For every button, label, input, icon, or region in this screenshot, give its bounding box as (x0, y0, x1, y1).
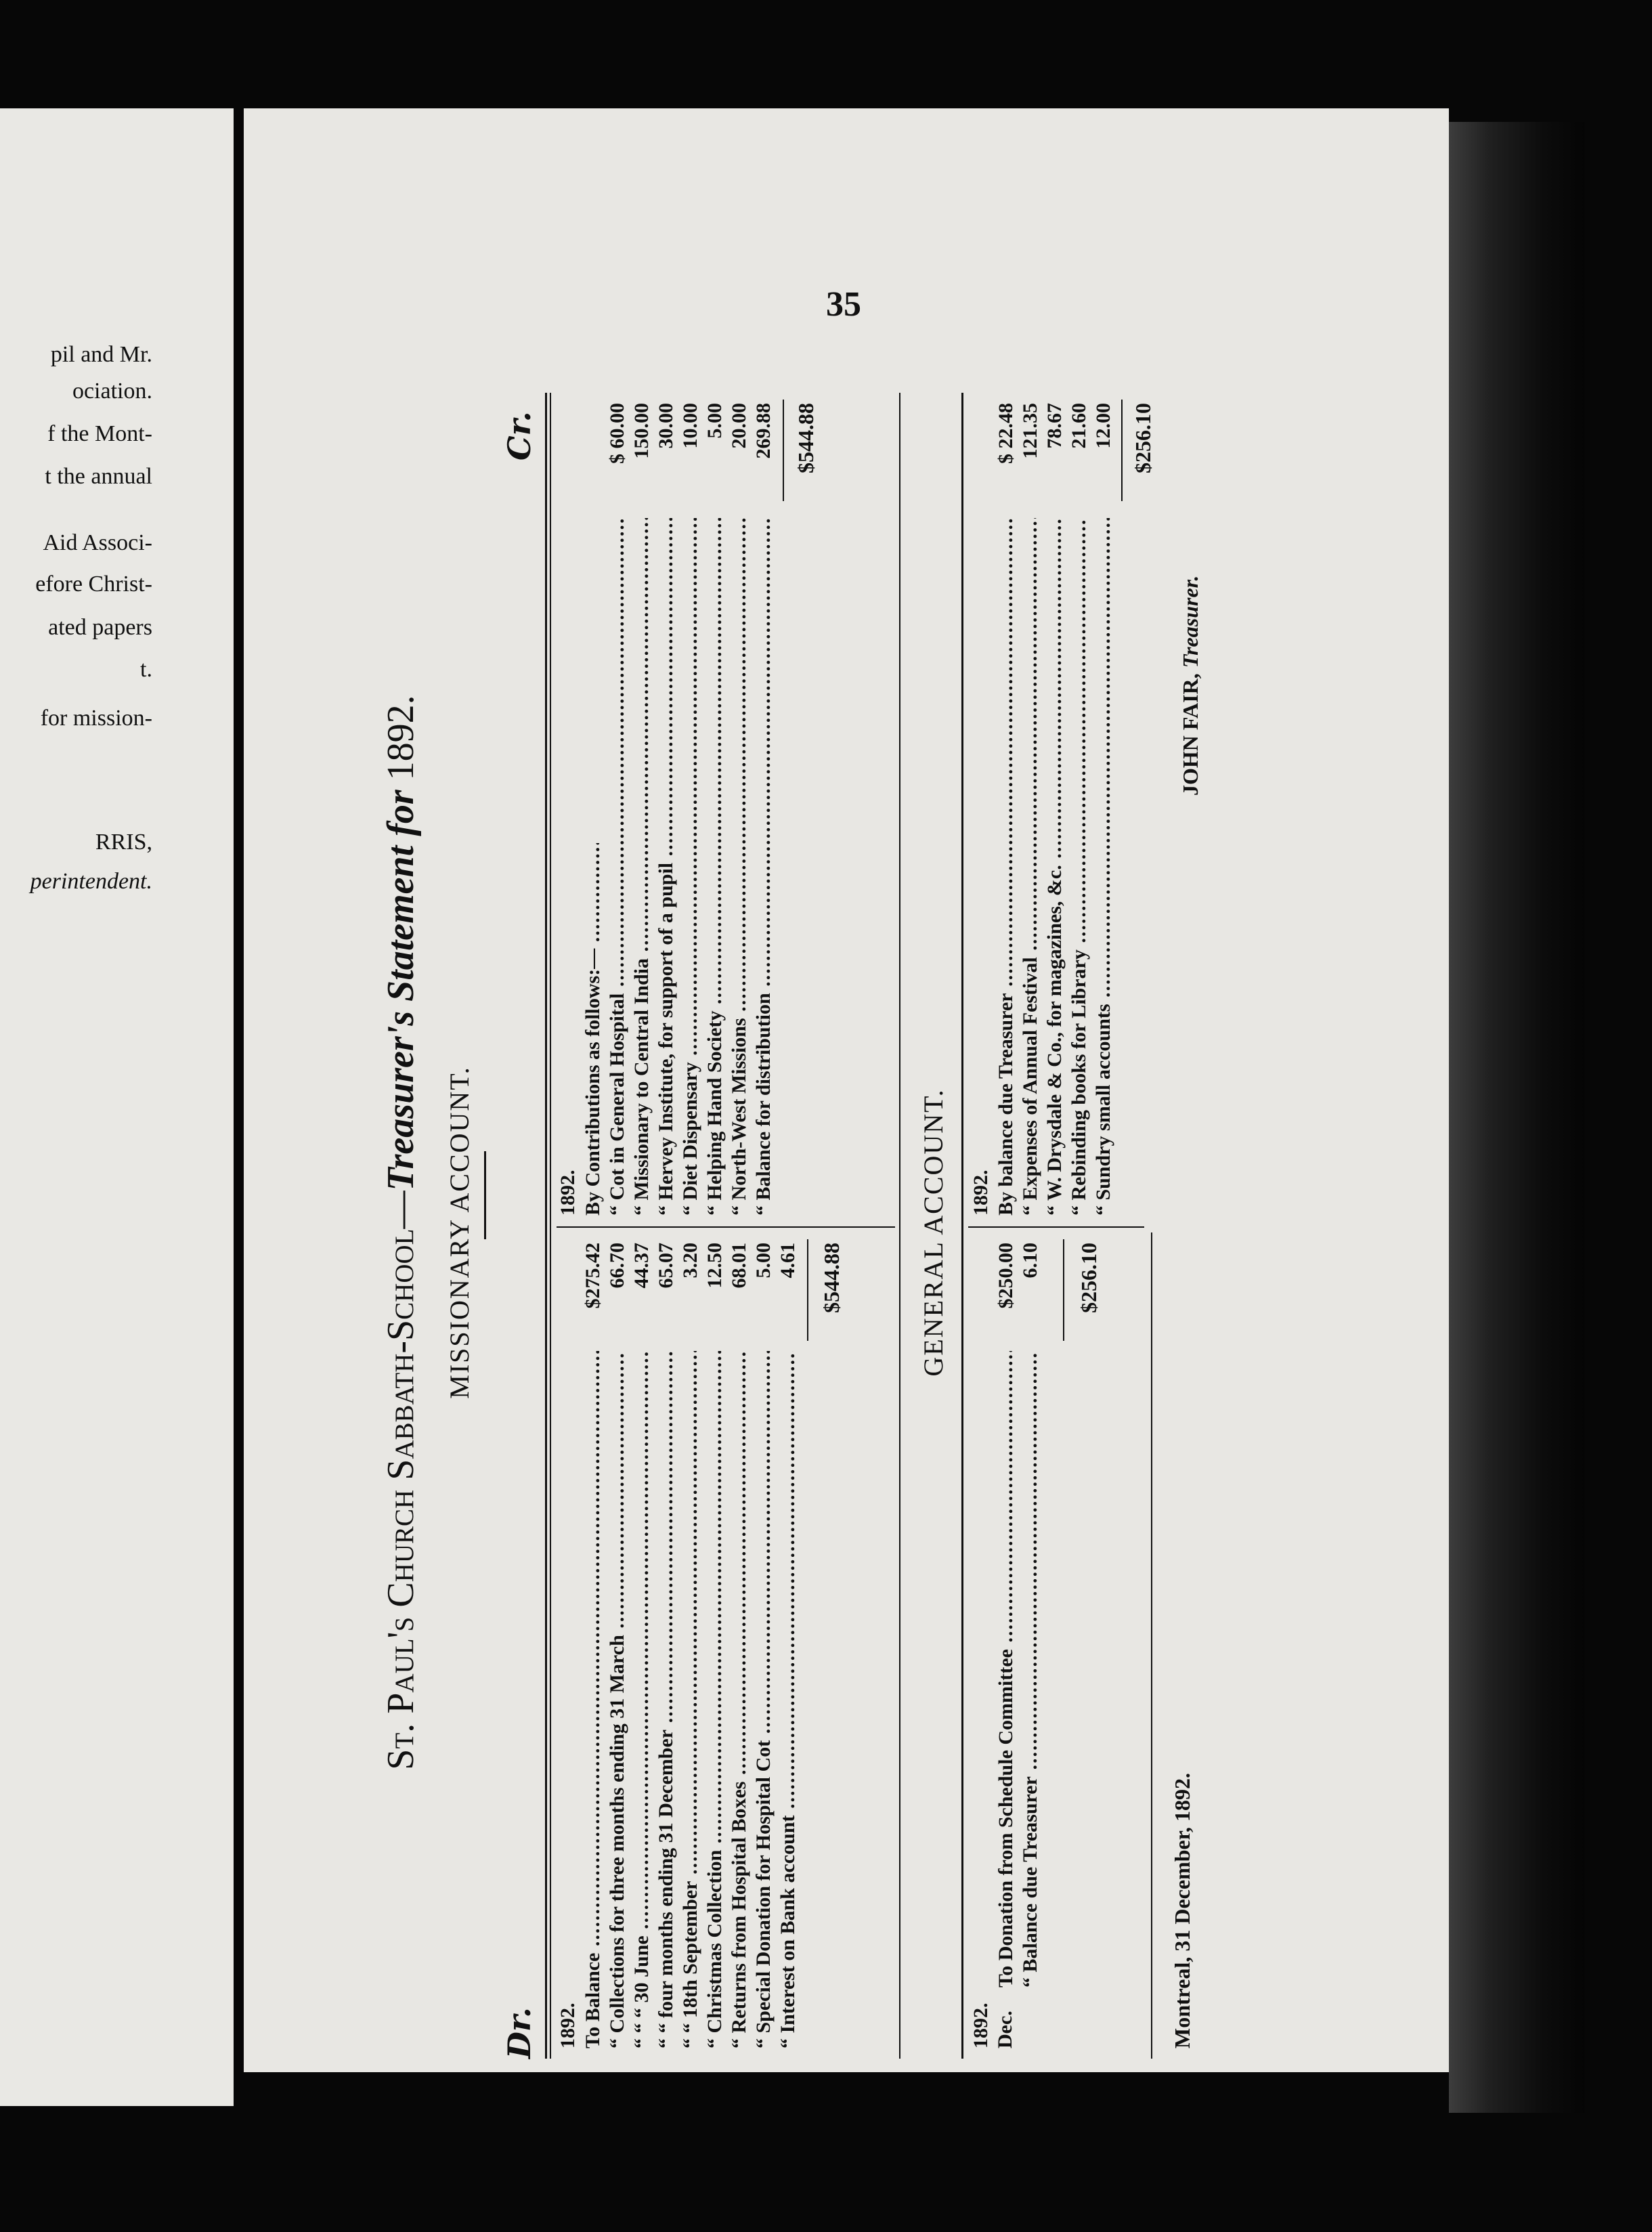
sum-rule (1121, 400, 1123, 501)
bottom-rule (1151, 1232, 1152, 2059)
left-text-line: f the Mont- (47, 421, 152, 446)
row-amount: 21.60 (1068, 403, 1090, 449)
credit-total: $256.10 (1131, 403, 1155, 473)
title-year: 1892. (380, 695, 422, 781)
debit-year: 1892. (557, 2002, 579, 2048)
row-description: “ “ four months ending 31 December ..... (654, 1351, 678, 2048)
row-amount: $275.42 (582, 1243, 604, 1309)
ledger-row (752, 396, 776, 1216)
row-amount: 12.00 (1092, 403, 1114, 449)
ledger-row (654, 396, 678, 1216)
row-description: “ North-West Missions ..... (727, 518, 752, 1216)
debit-total: $544.88 (819, 1243, 844, 1313)
left-text-line: t the annual (45, 464, 152, 489)
row-amount: 121.35 (1019, 403, 1041, 459)
title-statement-label: Treasurer's Statement for (380, 790, 422, 1191)
row-description: “ Diet Dispensary ..... (678, 518, 703, 1216)
row-amount: 4.61 (777, 1243, 799, 1279)
row-amount: 10.00 (679, 403, 701, 449)
credit-total: $544.88 (794, 403, 818, 473)
ledger-row (630, 396, 654, 1216)
debit-label: Dr. (501, 2007, 538, 2059)
row-description: “ Balance for distribution ..... (752, 518, 776, 1216)
ledger-row (581, 1236, 605, 2048)
ledger-row (678, 1236, 703, 2048)
credit-year: 1892. (970, 1169, 992, 1216)
ledger-row (703, 1236, 727, 2048)
left-text-line: efore Christ- (35, 572, 152, 597)
left-text-line: ated papers (48, 615, 152, 640)
sum-rule (1063, 1239, 1064, 1341)
credit-year: 1892. (557, 1169, 579, 1216)
column-divider (557, 1226, 895, 1228)
ledger-row (703, 396, 727, 1216)
general-account-heading: GENERAL ACCOUNT. (918, 1088, 949, 1377)
rotated-statement (379, 352, 1395, 2113)
row-amount: 65.07 (655, 1243, 677, 1289)
row-description: “ Collections for three months ending 31 March ..... (605, 1351, 630, 2048)
ledger-row (678, 396, 703, 1216)
row-description: “ Helping Hand Society ..... (703, 518, 727, 1216)
row-amount: $ 60.00 (606, 403, 628, 464)
ledger-row (727, 1236, 752, 2048)
row-description: “ Interest on Bank account ..... (776, 1351, 800, 2048)
row-description: By balance due Treasurer ..... (994, 518, 1018, 1216)
left-text-line: pil and Mr. (50, 342, 152, 367)
left-text-line: t. (140, 657, 152, 682)
treasurer-role: Treasurer. (1178, 575, 1202, 668)
row-amount: 5.00 (752, 1243, 775, 1279)
row-amount: 44.37 (630, 1243, 653, 1289)
ledger-row (1091, 396, 1116, 1216)
row-description: “ Cot in General Hospital ..... (605, 518, 630, 1216)
column-divider (968, 1226, 1144, 1228)
row-description: “ “ 18th September ..... (678, 1351, 703, 2048)
ledger-row (994, 1236, 1018, 1988)
row-description: “ Returns from Hospital Boxes ..... (727, 1351, 752, 2048)
ledger-row (994, 396, 1018, 1216)
debit-year: 1892. (970, 2002, 992, 2048)
title-school-name: St. Paul's Church Sabbath-School— (380, 1190, 422, 1770)
sum-rule (807, 1239, 808, 1341)
row-amount: 30.00 (655, 403, 677, 449)
row-description: “ Balance due Treasurer ..... (1018, 1351, 1043, 1988)
debit-month: Dec. (994, 2011, 1016, 2048)
ledger-row (776, 1236, 800, 2048)
row-description: To Donation from Schedule Committee ..... (994, 1351, 1018, 1988)
section-rule (899, 393, 900, 2059)
row-amount: 6.10 (1019, 1243, 1041, 1279)
row-description: “ Rebinding books for Library ..... (1067, 518, 1091, 1216)
row-amount: 269.88 (752, 403, 775, 459)
left-text-line: ociation. (72, 379, 152, 404)
missionary-account-heading: MISSIONARY ACCOUNT. (444, 1066, 475, 1399)
credit-label: Cr. (501, 411, 538, 460)
row-description: “ “ “ 30 June ..... (630, 1351, 654, 2048)
row-description: “ Missionary to Central India ..... (630, 518, 654, 1216)
ledger-row (605, 396, 630, 1216)
debit-total: $256.10 (1077, 1243, 1101, 1313)
left-text-line: RRIS, (95, 830, 152, 855)
row-amount: 78.67 (1043, 403, 1066, 449)
top-double-rule (545, 393, 547, 2059)
row-amount: $250.00 (995, 1243, 1017, 1309)
row-description: “ Christmas Collection ..... (703, 1351, 727, 2048)
ledger-row (1018, 1236, 1043, 1988)
treasurer-name: JOHN FAIR, (1178, 673, 1202, 796)
ledger-row (752, 1236, 776, 2048)
row-description: “ Expenses of Annual Festival ..... (1018, 518, 1043, 1216)
row-amount: $ 22.48 (995, 403, 1017, 464)
ledger-row (581, 396, 605, 1216)
row-description: “ Hervey Institute, for support of a pupil ..... (654, 518, 678, 1216)
book-binding-edge (1449, 122, 1584, 2113)
top-rule (961, 393, 963, 2059)
ledger-row (1067, 396, 1091, 1216)
ledger-row (654, 1236, 678, 2048)
row-description: To Balance ..... (581, 1351, 605, 2048)
treasurer-signature (1178, 576, 1203, 796)
ledger-row (1018, 396, 1043, 1216)
row-description: “ Sundry small accounts ..... (1091, 518, 1116, 1216)
ledger-row (1043, 396, 1067, 1216)
left-text-line: for mission- (40, 706, 152, 731)
sum-rule (783, 400, 784, 501)
row-amount: 12.50 (703, 1243, 726, 1289)
ledger-row (605, 1236, 630, 2048)
row-amount: 3.20 (679, 1243, 701, 1279)
row-amount: 150.00 (630, 403, 653, 459)
row-amount: 68.01 (728, 1243, 750, 1289)
row-amount: 5.00 (703, 403, 726, 439)
top-double-rule (550, 393, 551, 2059)
ledger-row (630, 1236, 654, 2048)
row-amount: 20.00 (728, 403, 750, 449)
row-description: By Contributions as follows:— ..... (581, 843, 605, 1216)
place-and-date: Montreal, 31 December, 1892. (1170, 1772, 1194, 2048)
page-number: 35 (826, 285, 861, 324)
row-description: “ W. Drysdale & Co., for magazines, &c. ..... (1043, 518, 1067, 1216)
left-text-line: Aid Associ- (43, 530, 152, 555)
left-page-fragment (0, 108, 234, 2106)
left-text-line: perintendent. (30, 869, 152, 894)
heading-rule (484, 1151, 486, 1239)
statement-title (379, 352, 422, 2113)
row-description: “ Special Donation for Hospital Cot ..... (752, 1351, 776, 2048)
row-amount: 66.70 (606, 1243, 628, 1289)
ledger-row (727, 396, 752, 1216)
